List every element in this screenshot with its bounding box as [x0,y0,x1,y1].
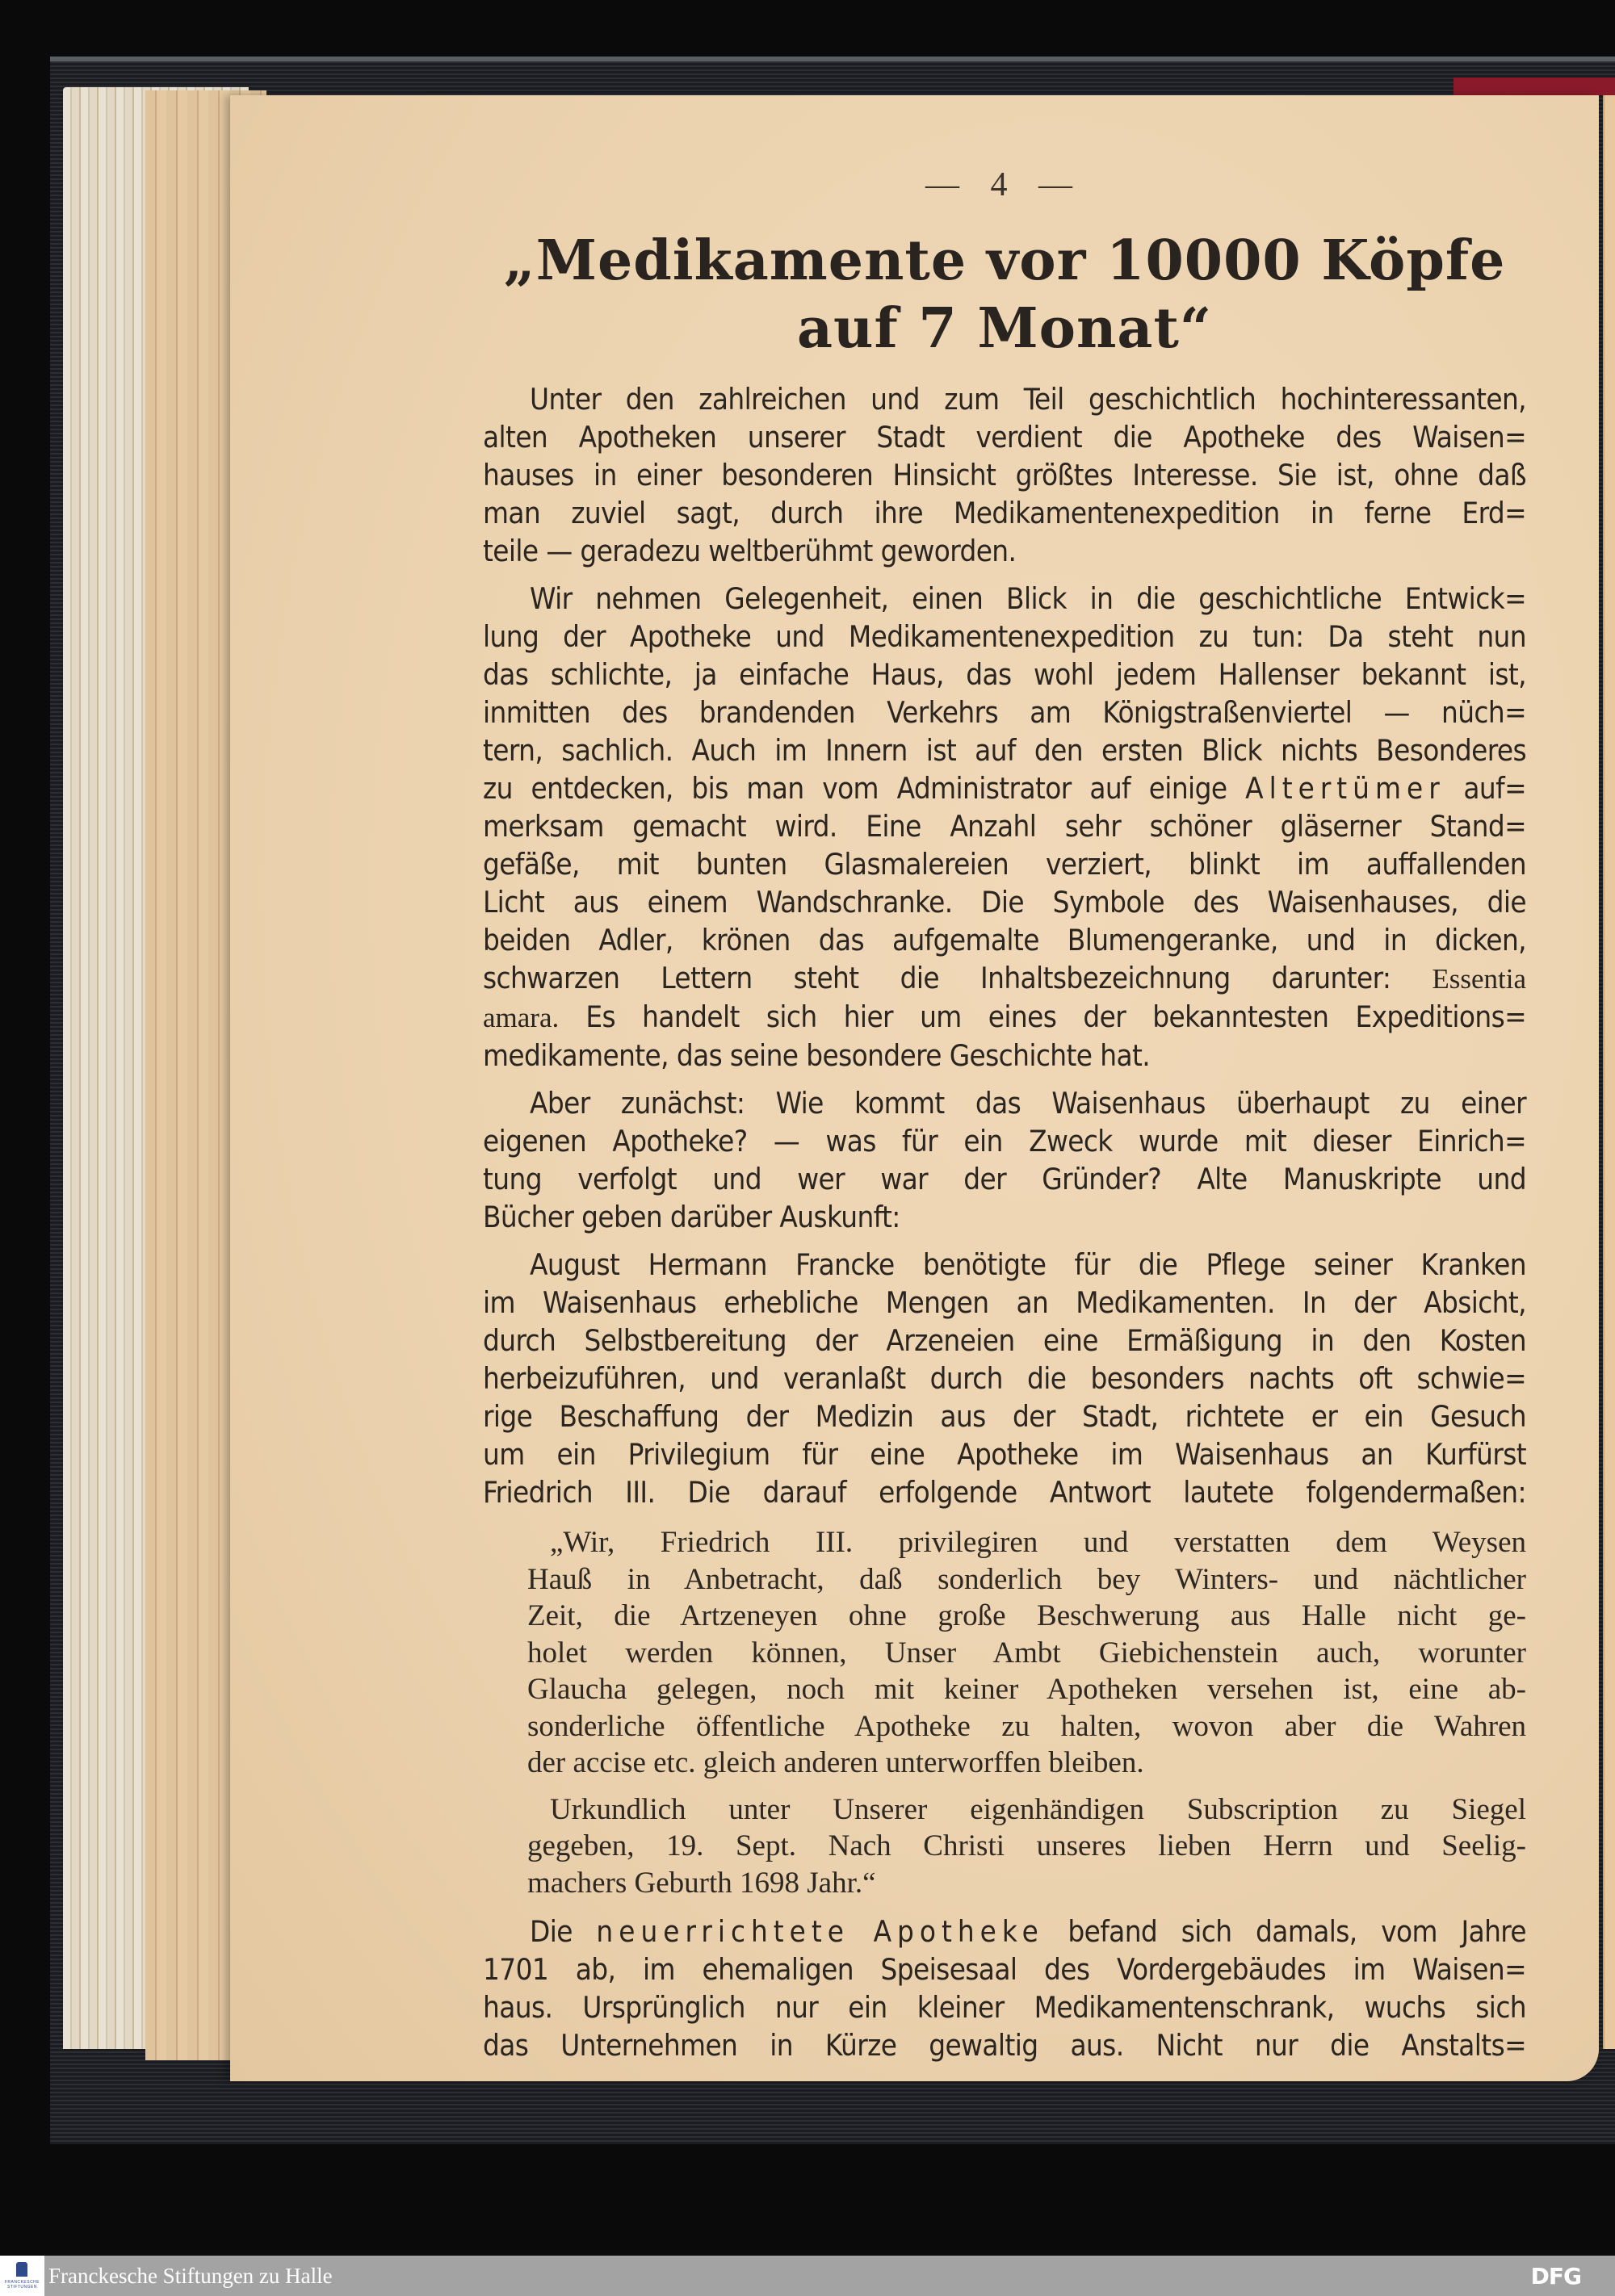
text-line: August Hermann Francke benötigte für die Pflege seiner Kranken [530,1247,1526,1282]
quote-line: Hauß in Anbetracht, daß sonderlich bey Winters- und nächtlicher [527,1562,1526,1596]
text-line: medikamente, das seine besondere Geschichte hat. [483,1038,1151,1073]
text-line: beiden Adler, krönen das aufgemalte Blumengeranke, und in dicken, [483,923,1526,957]
text-segment: zu entdecken, bis man vom Administrator auf einige [483,771,1227,806]
quote-line: der accise etc. gleich anderen unterworffen bleiben. [527,1746,1144,1779]
text-line: Aber zunächst: Wie kommt das Waisenhaus überhaupt zu einer [530,1086,1526,1121]
text-line: das Unternehmen in Kürze gewaltig aus. Nicht nur die Anstalts= [483,2028,1526,2063]
quote-line: „Wir, Friedrich III. privilegiren und verstatten dem Weysen [550,1526,1526,1559]
institution-name[interactable]: Franckesche Stiftungen zu Halle [48,2264,333,2288]
text-segment: auf= [1463,771,1526,806]
institution-logo[interactable] [0,2256,44,2296]
text-line [483,959,1526,998]
text-segment: Es handelt sich hier um eines der bekanntesten Expeditions= [585,999,1526,1034]
quote-line: Glaucha gelegen, noch mit keiner Apotheken versehen ist, eine ab- [527,1673,1526,1706]
text-line: Unter den zahlreichen und zum Teil geschichtlich hochinteressanten, [530,382,1526,417]
title-line: „Medikamente vor 10000 Köpfe [503,228,1506,293]
text-line [483,769,1526,807]
text-line: Friedrich III. Die darauf erfolgende Antwort lautete folgendermaßen: [483,1475,1526,1510]
cover-red-binding [1454,78,1615,95]
text-line: tern, sachlich. Auch im Innern ist auf den ersten Blick nichts Besonderes [483,733,1526,768]
text-line: das schlichte, ja einfache Haus, das wohl jedem Hallenser bekannt ist, [483,657,1526,692]
text-line: herbeizuführen, und veranlaßt durch die besonders nachts oft schwie= [483,1361,1526,1396]
text-line: durch Selbstbereitung der Arzeneien eine Ermäßigung in den Kosten [483,1323,1526,1358]
paragraph-question [483,1084,1526,1236]
text-line: man zuviel sagt, durch ihre Medikamentenexpedition in ferne Erd= [483,496,1526,530]
facing-page-edge [1603,95,1615,2049]
title-line: auf 7 Monat“ [796,296,1213,361]
text-line: Licht aus einem Wandschranke. Die Symbole des Waisenhauses, die [483,885,1526,920]
text-segment: befand sich damals, vom Jahre [1068,1914,1527,1949]
text-line: gefäße, mit bunten Glasmalereien verziert, blinkt im auffallenden [483,847,1526,882]
page-content [483,165,1526,2074]
quote-line: Urkundlich unter Unserer eigenhändigen Subscription zu Siegel [550,1792,1526,1826]
text-line: im Waisenhaus erhebliche Mengen an Medikamenten. In der Absicht, [483,1285,1526,1320]
page-title [483,227,1526,362]
francke-figure-icon [16,2262,27,2277]
quote-line: sonderliche öffentliche Apotheke zu halten, wovon aber die Wahren [527,1709,1526,1743]
logo-text: FRANCKESCHE STIFTUNGEN [4,2280,40,2290]
quote-line: holet werden können, Unser Ambt Giebichenstein auch, worunter [527,1636,1526,1670]
text-line: alten Apotheken unserer Stadt verdient die Apotheke des Waisen= [483,420,1526,455]
text-line: teile — geradezu weltberühmt geworden. [483,534,1017,568]
spaced-emphasis: neuerrichtete [596,1914,849,1949]
paragraph-intro [483,380,1526,570]
viewer-footer [0,2256,1615,2296]
spaced-emphasis: Altertümer [1245,771,1445,806]
text-line: Bücher geben darüber Auskunft: [483,1200,900,1234]
text-line: Wir nehmen Gelegenheit, einen Blick in die geschichtliche Entwick= [530,581,1526,616]
text-line: inmitten des brandenden Verkehrs am Königstraßenviertel — nüch= [483,695,1526,730]
text-segment: Die [530,1914,573,1949]
text-line: 1701 ab, im ehemaligen Speisesaal des Vordergebäudes im Waisen= [483,1952,1526,1987]
quote-signature [527,1791,1526,1902]
latin-term: Essentia [1432,963,1527,995]
text-line: um ein Privilegium für eine Apotheke im Waisenhaus an Kurfürst [483,1437,1526,1472]
paragraph-building [483,580,1526,1075]
quote-body [527,1524,1526,1782]
paragraph-francke [483,1246,1526,1511]
text-line: tung verfolgt und wer war der Gründer? Alte Manuskripte und [483,1162,1526,1196]
text-line: eigenen Apotheke? — was für ein Zweck wurde mit dieser Einrich= [483,1124,1526,1158]
quote-line: Zeit, die Artzeneyen ohne große Beschwerung aus Halle nicht ge- [527,1599,1526,1632]
page-number: — 4 — [925,166,1084,203]
text-segment: schwarzen Lettern steht die Inhaltsbezeichnung darunter: [483,961,1391,995]
text-line: haus. Ursprünglich nur ein kleiner Medikamentenschrank, wuchs sich [483,1990,1526,2025]
text-line [483,998,1526,1037]
dfg-logo[interactable]: DFG [1530,2263,1581,2290]
text-line: merksam gemacht wird. Eine Anzahl sehr schöner gläserner Stand= [483,809,1526,844]
quote-line: gegeben, 19. Sept. Nach Christi unseres lieben Herrn und Seelig- [527,1829,1526,1862]
text-line: rige Beschaffung der Medizin aus der Stadt, richtete er ein Gesuch [483,1399,1526,1434]
paragraph-new-pharmacy [483,1913,1526,2064]
text-line: hauses in einer besonderen Hinsicht größtes Interesse. Sie ist, ohne daß [483,458,1526,492]
spaced-emphasis: Apotheke [873,1914,1044,1949]
text-line: lung der Apotheke und Medikamentenexpedition zu tun: Da steht nun [483,619,1526,654]
privilege-quote [527,1524,1526,1901]
latin-term: amara. [483,1002,560,1033]
quote-line: machers Geburth 1698 Jahr.“ [527,1866,876,1900]
text-line [483,1913,1526,1950]
